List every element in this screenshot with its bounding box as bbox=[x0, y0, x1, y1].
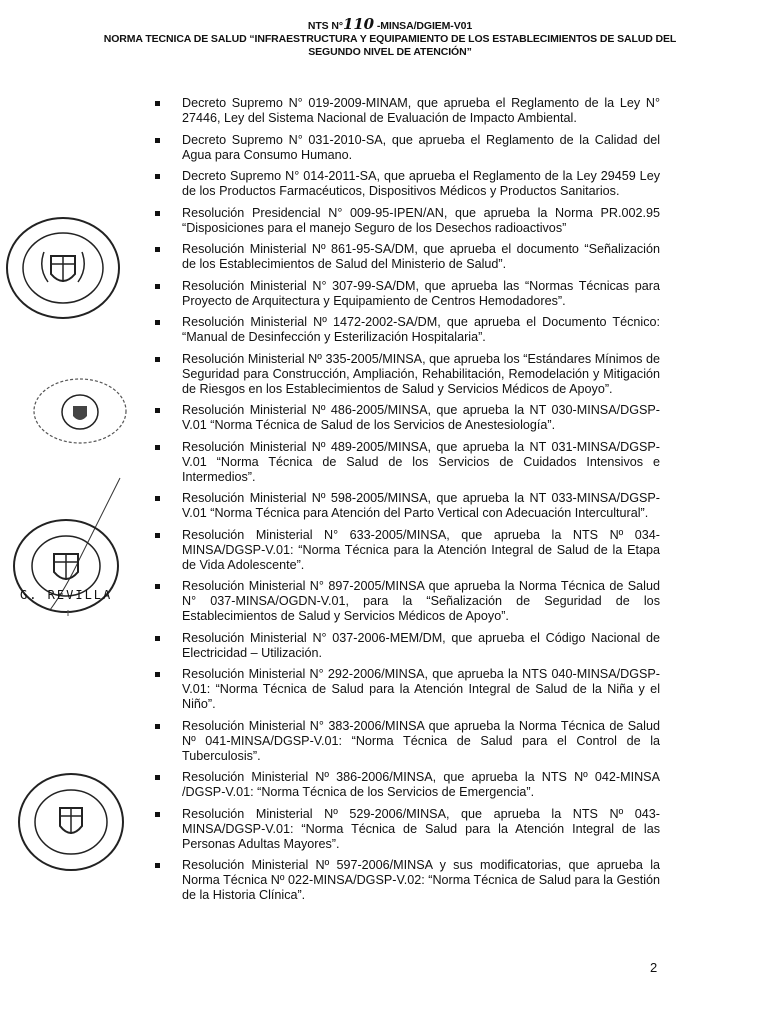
bullet-icon bbox=[155, 533, 160, 538]
list-item bbox=[148, 858, 660, 903]
bullet-icon bbox=[155, 138, 160, 143]
bullet-icon bbox=[155, 357, 160, 362]
document-header bbox=[40, 15, 740, 59]
list-item bbox=[148, 352, 660, 397]
item-text: Resolución Ministerial N° 633-2005/MINSA, que aprueba la NTS Nº 034-MINSA/DGSP-V.01: “Norma Técnica para la Atención Integral de Salud de la Etapa de Vida Adolescente”. bbox=[182, 527, 660, 572]
list-item bbox=[148, 169, 660, 199]
item-text: Decreto Supremo N° 019-2009-MINAM, que aprueba el Reglamento de la Ley N° 27446, Ley del Sistema Nacional de Evaluación de Impacto Ambiental. bbox=[182, 96, 660, 125]
ministry-seal-stamp bbox=[4, 216, 122, 320]
legal-references-list bbox=[148, 96, 660, 910]
list-item bbox=[148, 491, 660, 521]
list-item bbox=[148, 315, 660, 345]
infraestructura-stamp bbox=[30, 376, 130, 446]
item-text: Resolución Ministerial Nº 1472-2002-SA/DM, que aprueba el Documento Técnico: “Manual de Desinfección y Esterilización Hospitalaria”. bbox=[182, 315, 660, 344]
bullet-icon bbox=[155, 724, 160, 729]
item-text: Resolución Ministerial Nº 386-2006/MINSA, que aprueba la NTS Nº 042-MINSA /DGSP-V.01: “Norma Técnica de los Servicios de Emergencia”. bbox=[182, 770, 660, 799]
item-text: Decreto Supremo N° 014-2011-SA, que aprueba el Reglamento de la Ley 29459 Ley de los Productos Farmacéuticos, Dispositivos Médicos y Productos Sanitarios. bbox=[182, 169, 660, 198]
list-item bbox=[148, 279, 660, 309]
bullet-icon bbox=[155, 284, 160, 289]
bullet-icon bbox=[155, 636, 160, 641]
list-item bbox=[148, 770, 660, 800]
bullet-icon bbox=[155, 672, 160, 677]
ufnatcon-stamp bbox=[16, 770, 126, 874]
item-text: Resolución Ministerial N° 037-2006-MEM/DM, que aprueba el Código Nacional de Electricidad – Utilización. bbox=[182, 630, 660, 660]
list-item bbox=[148, 242, 660, 272]
bullet-icon bbox=[155, 584, 160, 589]
item-text: Resolución Ministerial N° 383-2006/MINSA que aprueba la Norma Técnica de Salud Nº 041-MINSA/DGSP-V.01: “Norma Técnica de Salud para el Control de la Tuberculosis”. bbox=[182, 718, 660, 763]
document-code bbox=[40, 15, 740, 33]
list-item bbox=[148, 807, 660, 852]
title-line-2: SEGUNDO NIVEL DE ATENCIÓN” bbox=[308, 46, 472, 58]
item-text: Resolución Presidencial N° 009-95-IPEN/AN, que aprueba la Norma PR.002.95 “Disposiciones para el manejo Seguro de los Desechos radioactivos” bbox=[182, 205, 660, 235]
item-text: Resolución Ministerial Nº 486-2005/MINSA, que aprueba la NT 030-MINSA/DGSP-V.01 “Norma Técnica de Salud de los Servicios de Anestesiología”. bbox=[182, 403, 660, 432]
item-text: Resolución Ministerial Nº 861-95-SA/DM, que aprueba el documento “Señalización de los Establecimientos de Salud del Ministerio de Salud”. bbox=[182, 242, 660, 271]
item-text: Resolución Ministerial Nº 335-2005/MINSA, que aprueba los “Estándares Mínimos de Seguridad para Construcción, Ampliación, Rehabilitación, Remodelación y Mitigación de Riesgos en los Establecimientos de Salud y Servicios Médicos de Apoyo”. bbox=[182, 351, 660, 396]
bullet-icon bbox=[155, 445, 160, 450]
list-item bbox=[148, 403, 660, 433]
code-prefix: NTS N° bbox=[307, 20, 343, 32]
list-item bbox=[148, 667, 660, 712]
seal-icon bbox=[30, 376, 130, 446]
bullet-icon bbox=[155, 775, 160, 780]
list-item bbox=[148, 719, 660, 764]
list-item bbox=[148, 96, 660, 126]
list-item bbox=[148, 133, 660, 163]
signature-name: G. REVILLA bbox=[20, 588, 113, 602]
page-number: 2 bbox=[650, 960, 658, 975]
title-line-1: NORMA TECNICA DE SALUD “INFRAESTRUCTURA Y EQUIPAMIENTO DE LOS ESTABLECIMIENTOS DE SALUD DEL bbox=[103, 33, 677, 45]
list-item bbox=[148, 528, 660, 573]
bullet-icon bbox=[155, 812, 160, 817]
code-number: 110 bbox=[343, 15, 375, 33]
bullet-icon bbox=[155, 320, 160, 325]
list-item bbox=[148, 579, 660, 624]
bullet-icon bbox=[155, 101, 160, 106]
seal-icon bbox=[16, 770, 126, 874]
bullet-icon bbox=[155, 211, 160, 216]
list-item bbox=[148, 440, 660, 485]
item-text: Resolución Ministerial Nº 597-2006/MINSA y sus modificatorias, que aprueba la Norma Técnica Nº 022-MINSA/DGSP-V.02: “Norma Técnica de Salud para la Gestión de la Historia Clínica”. bbox=[182, 858, 660, 902]
list-item bbox=[148, 206, 660, 236]
item-text: Resolución Ministerial Nº 489-2005/MINSA, que aprueba la NT 031-MINSA/DGSP-V.01 “Norma Técnica de Salud de los Servicios de Cuidados Intensivos e Intermedios”. bbox=[182, 439, 660, 484]
bullet-icon bbox=[155, 863, 160, 868]
list-item bbox=[148, 631, 660, 661]
item-text: Resolución Ministerial Nº 598-2005/MINSA, que aprueba la NT 033-MINSA/DGSP-V.01 “Norma Técnica para Atención del Parto Vertical con Adecuación Intercultural”. bbox=[182, 491, 660, 520]
bullet-icon bbox=[155, 496, 160, 501]
bullet-icon bbox=[155, 408, 160, 413]
item-text: Resolución Ministerial N° 307-99-SA/DM, que aprueba las “Normas Técnicas para Proyecto de Arquitectura y Equipamiento de Centros Hemodadores”. bbox=[182, 278, 660, 308]
item-text: Resolución Ministerial N° 897-2005/MINSA que aprueba la Norma Técnica de Salud N° 037-MINSA/OGDN-V.01, para la “Señalización de Seguridad de los Establecimientos de Salud y Servicios Médicos de Apoyo”. bbox=[182, 579, 660, 623]
bullet-icon bbox=[155, 247, 160, 252]
item-text: Resolución Ministerial N° 292-2006/MINSA, que aprueba la NTS 040-MINSA/DGSP-V.01: “Norma Técnica de Salud para la Atención Integral de Salud de la Niña y el Niño”. bbox=[182, 667, 660, 711]
bullet-icon bbox=[155, 174, 160, 179]
item-text: Resolución Ministerial Nº 529-2006/MINSA, que aprueba la NTS Nº 043-MINSA/DGSP-V.01: “Norma Técnica de Salud para la Atención Integral de las Personas Adultas Mayores”. bbox=[182, 806, 660, 851]
code-suffix: -MINSA/DGIEM-V01 bbox=[376, 20, 473, 32]
item-text: Decreto Supremo N° 031-2010-SA, que aprueba el Reglamento de la Calidad del Agua para Consumo Humano. bbox=[182, 132, 660, 162]
seal-icon bbox=[4, 216, 122, 320]
